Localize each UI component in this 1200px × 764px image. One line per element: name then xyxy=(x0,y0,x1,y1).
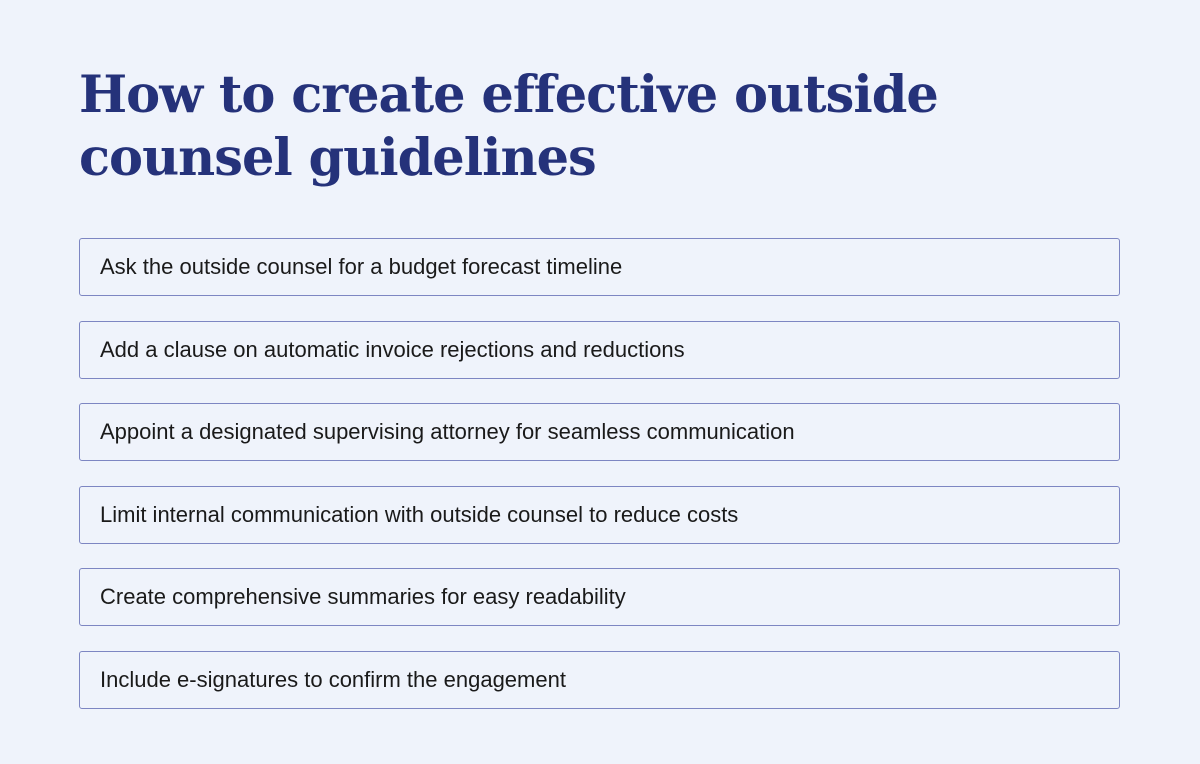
guideline-item: Include e-signatures to confirm the engagement xyxy=(79,651,1120,709)
guideline-item: Ask the outside counsel for a budget forecast timeline xyxy=(79,238,1120,296)
guideline-item: Appoint a designated supervising attorney for seamless communication xyxy=(79,403,1120,461)
guideline-item: Limit internal communication with outside counsel to reduce costs xyxy=(79,486,1120,544)
guideline-item: Create comprehensive summaries for easy readability xyxy=(79,568,1120,626)
guideline-item: Add a clause on automatic invoice rejections and reductions xyxy=(79,321,1120,379)
page-title: How to create effective outside counsel guidelines xyxy=(79,65,938,188)
